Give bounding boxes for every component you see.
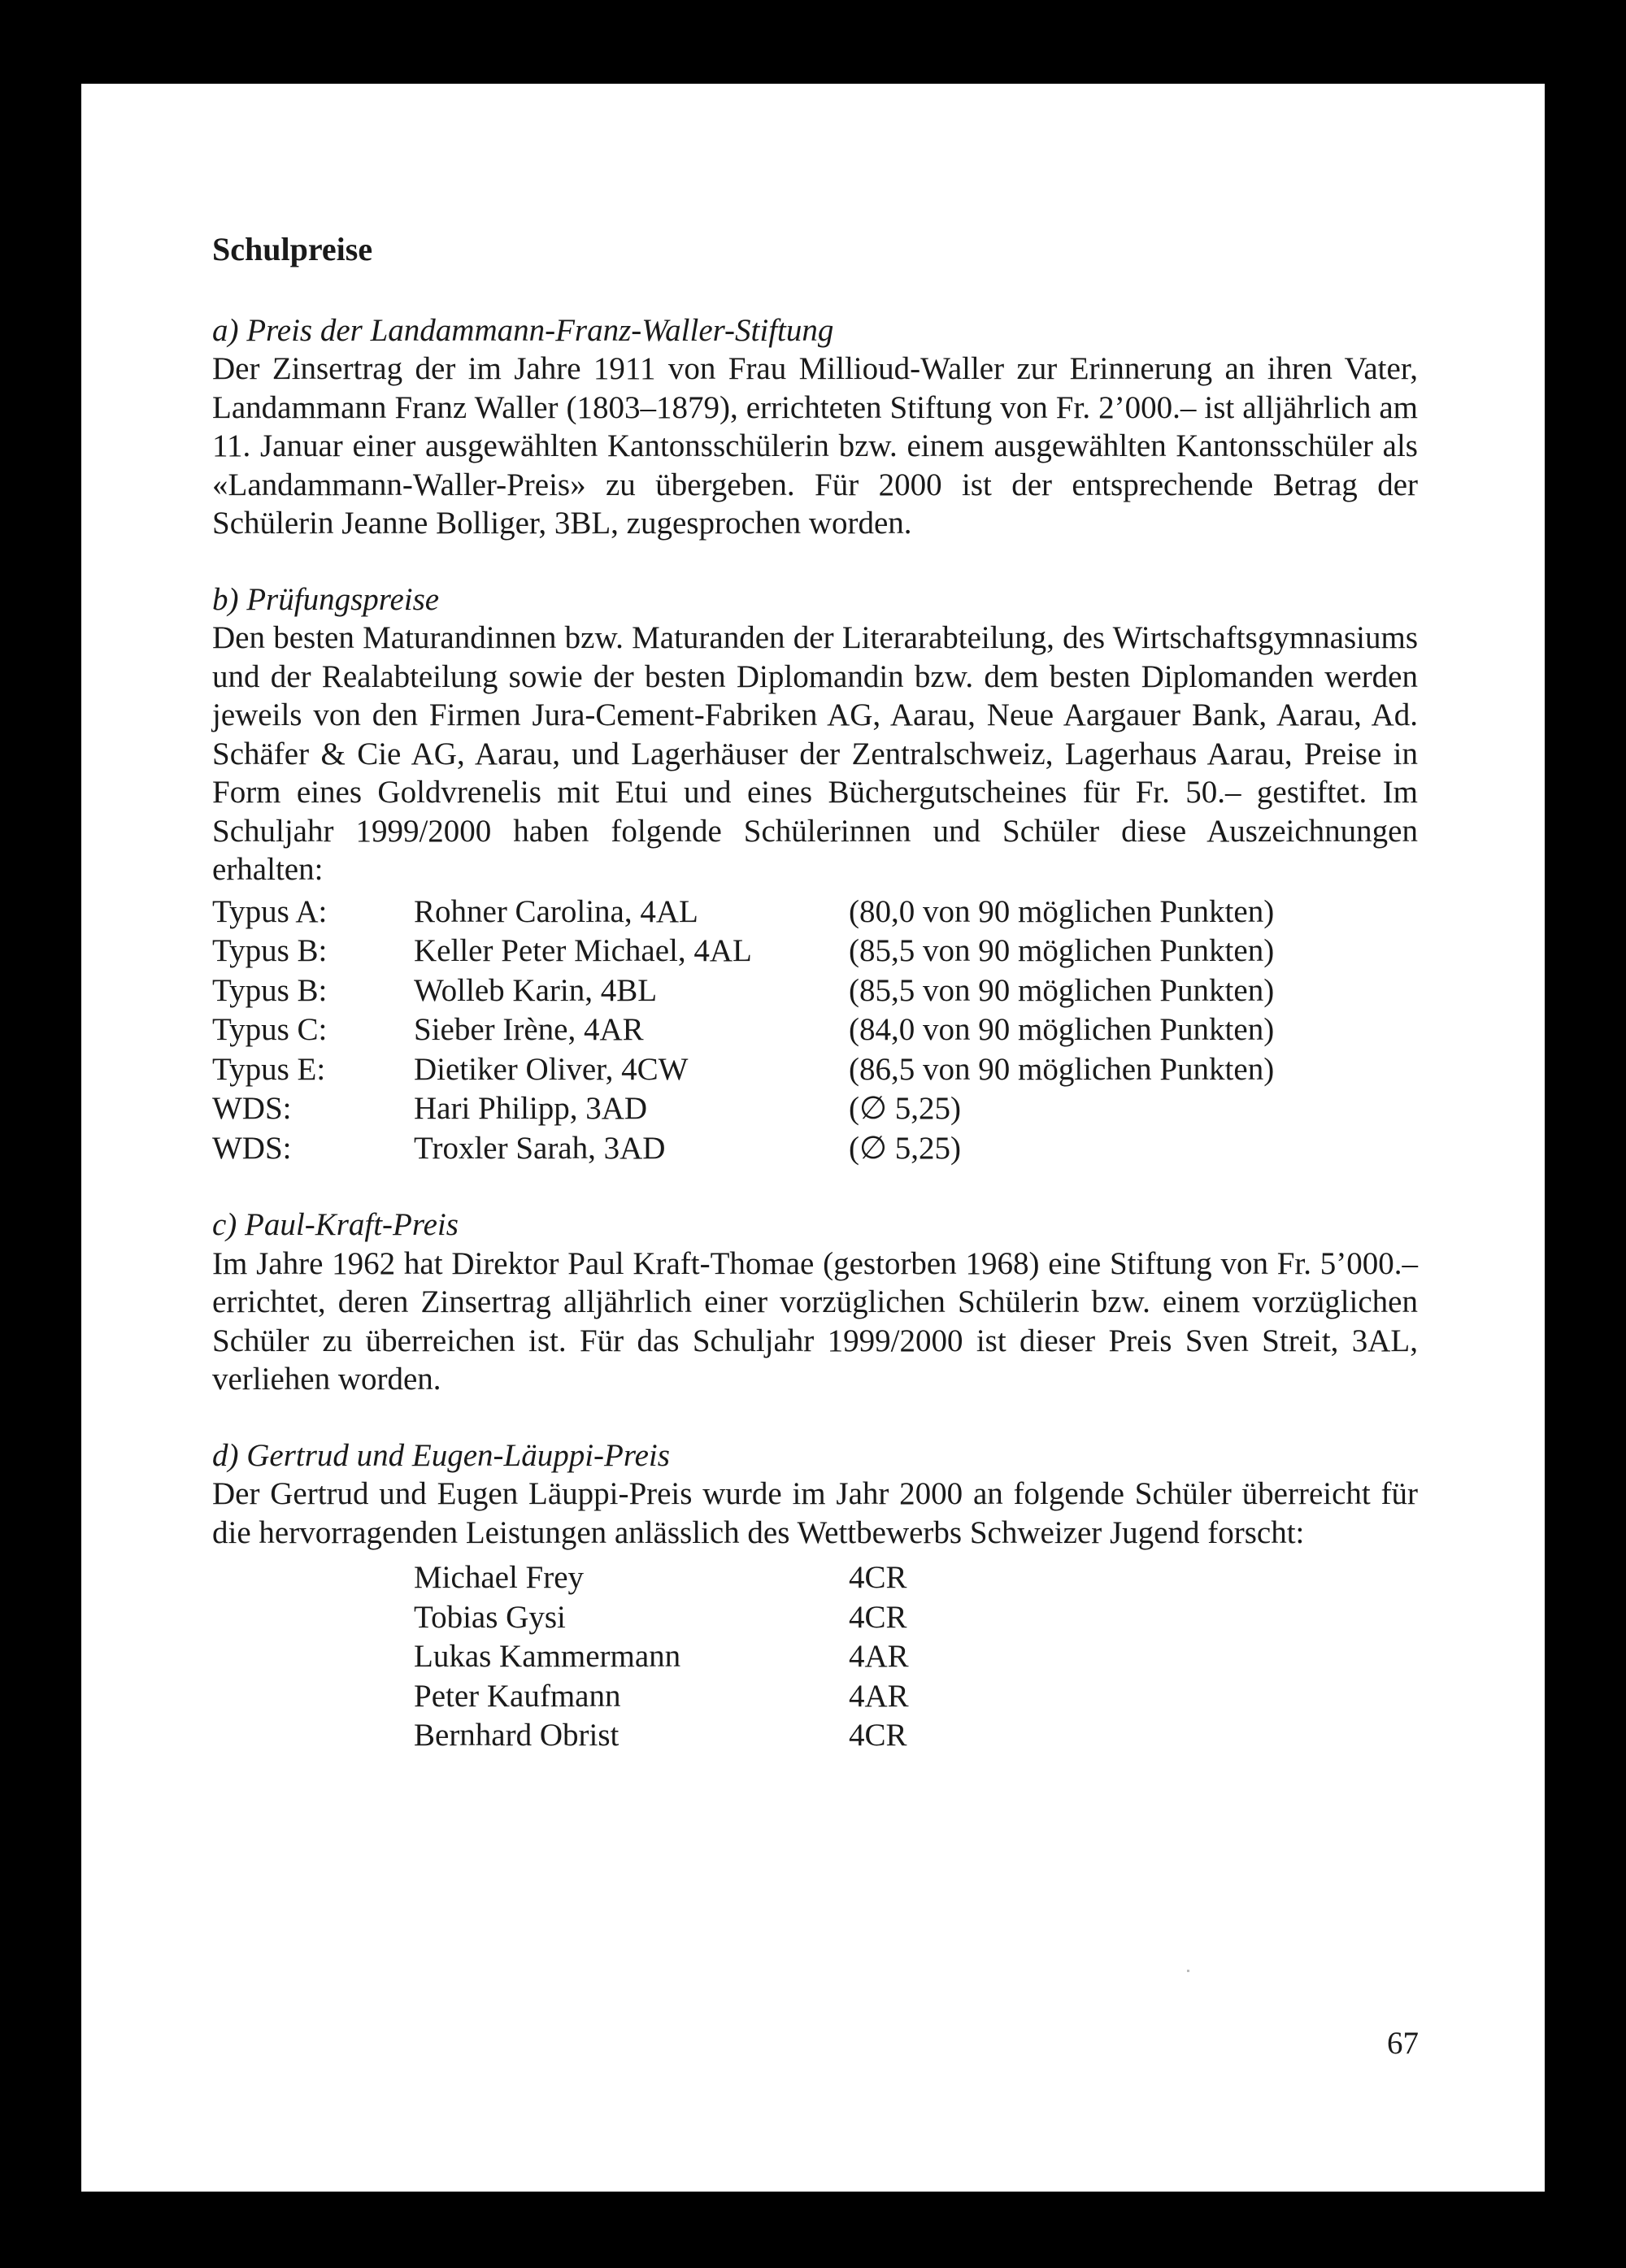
winner-class: 4AR [849, 1678, 909, 1714]
award-type: Typus C: [212, 1012, 328, 1047]
section-a-text: Der Zinsertrag der im Jahre 1911 von Frau Millioud-Waller zur Erinnerung an ihren Vater, Landammann Franz Waller (1803–1879), errichteten Stiftung von Fr. 2’000.– ist alljährlich am 11. Januar einer ausgewählten Kantonsschülerin bzw. einem ausgewählten Kantonsschüler als «Landammann-Waller-Preis» zu übergeben. Für 2000 ist der entsprechende Betrag der Schülerin Jeanne Bolliger, 3BL, zugesprochen worden. [212, 351, 1418, 541]
award-type: WDS: [212, 1091, 292, 1126]
scan-speck [1187, 1970, 1189, 1972]
table-row [212, 1010, 1418, 1050]
list-item [414, 1677, 1418, 1717]
award-type: WDS: [212, 1130, 292, 1166]
section-a-title: a) Preis der Landammann-Franz-Waller-Stiftung [212, 312, 834, 348]
award-name: Keller Peter Michael, 4AL [414, 933, 752, 968]
award-type: Typus B: [212, 972, 328, 1008]
section-b-text: Den besten Maturandinnen bzw. Maturanden der Literarabteilung, des Wirtschaftsgymnasiums und der Realabteilung sowie der besten Diplomandin bzw. dem besten Diplomanden werden jeweils von den Firmen Jura-Cement-Fabriken AG, Aarau, Neue Aargauer Bank, Aarau, Ad. Schäfer & Cie AG, Aarau, und Lagerhäuser der Zentralschweiz, Lagerhaus Aarau, Preise in Form eines Goldvrenelis mit Etui und eines Büchergutscheines für Fr. 50.– gestiftet. Im Schuljahr 1999/2000 haben folgende Schülerinnen und Schüler diese Auszeichnungen erhalten: [212, 620, 1418, 887]
section-d-text: Der Gertrud und Eugen Läuppi-Preis wurde im Jahr 2000 an folgende Schüler überreicht für die hervorragenden Leistungen anlässlich des Wettbewerbs Schweizer Jugend forscht: [212, 1476, 1418, 1550]
award-result: (85,5 von 90 möglichen Punkten) [849, 972, 1275, 1008]
award-type: Typus B: [212, 933, 328, 968]
winner-name: Tobias Gysi [414, 1599, 566, 1635]
document-page [81, 84, 1545, 2192]
page-number: 67 [1387, 2026, 1419, 2061]
table-row [212, 1129, 1418, 1169]
section-d-title: d) Gertrud und Eugen-Läuppi-Preis [212, 1437, 670, 1473]
list-item [414, 1598, 1418, 1638]
table-row [212, 932, 1418, 971]
list-item [414, 1637, 1418, 1677]
award-result: (∅ 5,25) [849, 1091, 961, 1126]
list-item [414, 1558, 1418, 1598]
section-c-title: c) Paul-Kraft-Preis [212, 1207, 459, 1242]
award-name: Wolleb Karin, 4BL [414, 972, 658, 1008]
page-title: Schulpreise [212, 231, 373, 267]
award-type: Typus A: [212, 893, 328, 929]
winner-class: 4AR [849, 1639, 909, 1674]
winner-class: 4CR [849, 1560, 907, 1595]
award-name: Troxler Sarah, 3AD [414, 1130, 666, 1166]
winner-name: Bernhard Obrist [414, 1718, 620, 1753]
laeuppi-winners-list [414, 1558, 1418, 1756]
section-b-title: b) Prüfungspreise [212, 581, 440, 617]
award-name: Dietiker Oliver, 4CW [414, 1051, 689, 1087]
winner-class: 4CR [849, 1599, 907, 1635]
winner-name: Michael Frey [414, 1560, 585, 1595]
award-name: Hari Philipp, 3AD [414, 1091, 648, 1126]
winner-class: 4CR [849, 1718, 907, 1753]
award-result: (84,0 von 90 möglichen Punkten) [849, 1012, 1275, 1047]
table-row [212, 971, 1418, 1011]
table-row [212, 1089, 1418, 1129]
winner-name: Peter Kaufmann [414, 1678, 621, 1714]
winner-name: Lukas Kammermann [414, 1639, 681, 1674]
award-result: (∅ 5,25) [849, 1130, 961, 1166]
award-type: Typus E: [212, 1051, 326, 1087]
award-result: (80,0 von 90 möglichen Punkten) [849, 893, 1275, 929]
award-name: Rohner Carolina, 4AL [414, 893, 698, 929]
section-c-text: Im Jahre 1962 hat Direktor Paul Kraft-Thomae (gestorben 1968) eine Stiftung von Fr. 5’000.– errichtet, deren Zinsertrag alljährlich einer vorzüglichen Schülerin bzw. einem vorzüglichen Schüler zu überreichen ist. Für das Schuljahr 1999/2000 ist dieser Preis Sven Streit, 3AL, verliehen worden. [212, 1245, 1418, 1397]
page-content [212, 230, 1418, 1756]
table-row [212, 1050, 1418, 1090]
awards-table [212, 893, 1418, 1169]
list-item [414, 1716, 1418, 1756]
award-result: (86,5 von 90 möglichen Punkten) [849, 1051, 1275, 1087]
award-name: Sieber Irène, 4AR [414, 1012, 644, 1047]
table-row [212, 893, 1418, 932]
award-result: (85,5 von 90 möglichen Punkten) [849, 933, 1275, 968]
